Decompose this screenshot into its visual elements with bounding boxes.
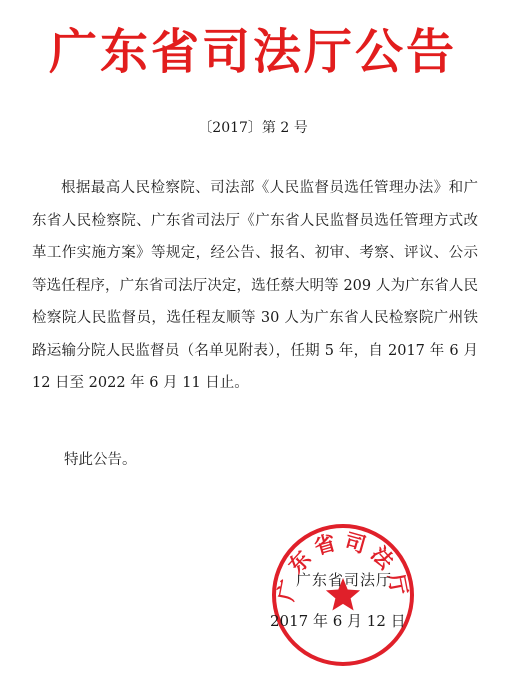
signature-organization: 广东省司法厅 <box>296 571 393 589</box>
seal-text: 广东省司法厅 <box>272 527 414 603</box>
document-title: 广东省司法厅公告 <box>48 24 457 80</box>
official-seal <box>268 520 418 670</box>
body-paragraph: 根据最高人民检察院、司法部《人民监督员选任管理办法》和广东省人民检察院、广东省司法厅《广东省人民监督员选任管理方式改革工作实施方案》等规定，经公告、报名、初审、考察、评议、公示等选任程序，广东省司法厅决定，选任蔡大明等 209 人为广东省人民检察院人民监督员，选任程友顺等 30 人为广东省人民检察院广州铁路运输分院人民监督员（名单见附表），任期 5 年，自 2017 年 6 月 12 日至 2022 年 6 月 11 日止。 <box>32 180 478 391</box>
closing-line: 特此公告。 <box>64 452 137 468</box>
signature-date: 2017 年 6 月 12 日 <box>270 612 406 630</box>
document-number: 〔2017〕第 2 号 <box>198 120 308 136</box>
